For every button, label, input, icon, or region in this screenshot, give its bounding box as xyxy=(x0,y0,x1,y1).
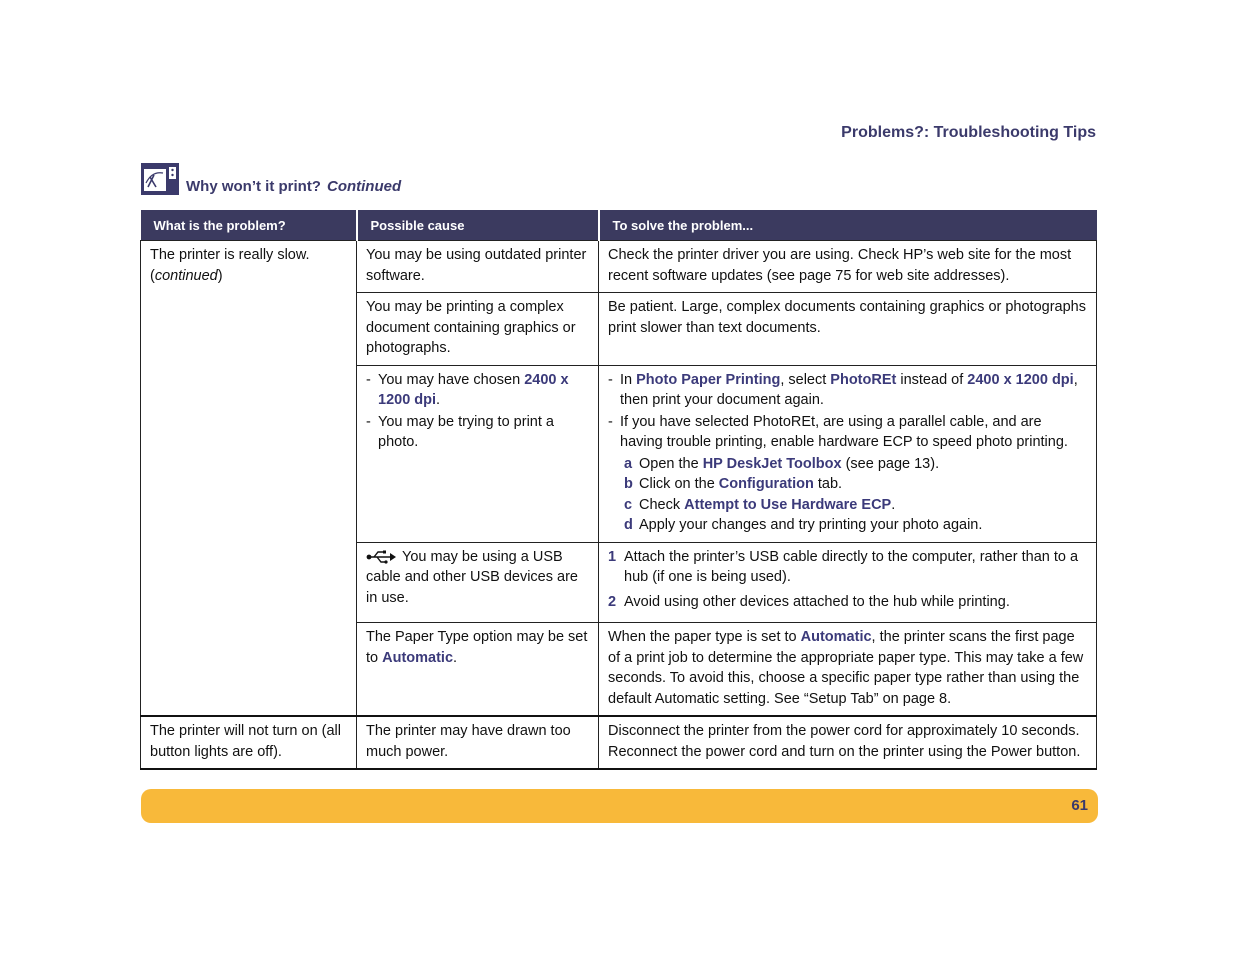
photo-paper-printing-link[interactable]: Photo Paper Printing xyxy=(636,371,781,388)
bullet-text: instead of xyxy=(896,371,968,388)
table-row xyxy=(141,241,1097,293)
page-number: 61 xyxy=(1071,797,1088,814)
dpi-link[interactable]: 2400 x 1200 dpi xyxy=(378,371,569,408)
solution-text: When the paper type is set to xyxy=(608,629,801,645)
col-header-solution: To solve the problem... xyxy=(599,210,1097,241)
dpi-link[interactable]: 2400 x 1200 dpi xyxy=(967,371,1074,388)
toolbox-link[interactable]: HP DeskJet Toolbox xyxy=(702,455,842,472)
step-text: Apply your changes and try printing your photo again. xyxy=(639,517,983,533)
paren-close: ) xyxy=(217,267,223,284)
cause-cell xyxy=(357,365,599,542)
step-2 xyxy=(608,592,1087,613)
cause-cell xyxy=(357,542,599,623)
step-text: Avoid using other devices attached to the hub while printing. xyxy=(624,593,1010,610)
step-number: 1 xyxy=(608,548,617,565)
cause-text-end: . xyxy=(453,649,458,666)
bullet-text: , select xyxy=(780,371,831,388)
step-letter: c xyxy=(624,496,633,513)
step-text: . xyxy=(891,496,896,513)
step-b xyxy=(624,474,1087,495)
bullet-text: You may have chosen xyxy=(378,371,525,388)
step-text: tab. xyxy=(813,476,843,492)
solution-cell xyxy=(599,542,1097,623)
step-text: Open the xyxy=(639,455,703,472)
configuration-link[interactable]: Configuration xyxy=(718,476,814,492)
printer-help-icon xyxy=(141,163,179,195)
paren-open: ( xyxy=(150,267,155,284)
step-letter: b xyxy=(624,476,633,492)
step-number: 2 xyxy=(608,593,617,610)
step-letter: d xyxy=(624,517,633,533)
solution-bullet xyxy=(608,370,1087,411)
problem-power: The printer will not turn on (all button lights are off). xyxy=(141,716,357,769)
hardware-ecp-link[interactable]: Attempt to Use Hardware ECP xyxy=(684,496,892,513)
cause-cell: The printer may have drawn too much power. xyxy=(357,716,599,769)
section-continued: Continued xyxy=(326,178,402,195)
solution-cell: Check the printer driver you are using. Check HP’s web site for the most recent software updates (see page 75 for web site addresses). xyxy=(599,241,1097,293)
step-letter: a xyxy=(624,455,633,472)
automatic-link[interactable]: Automatic xyxy=(382,649,454,666)
cause-text: You may be using a USB cable and other USB devices are in use. xyxy=(366,548,578,606)
problem-slow xyxy=(141,241,357,717)
cause-bullet xyxy=(366,370,589,411)
table-header-row xyxy=(141,210,1097,241)
step-text: (see page 13). xyxy=(841,455,940,472)
step-c xyxy=(624,495,1087,516)
solution-cell xyxy=(599,365,1097,542)
solution-cell: Disconnect the printer from the power cord for approximately 10 seconds. Reconnect the power cord and turn on the printer using the Power button. xyxy=(599,716,1097,769)
usb-icon xyxy=(366,550,396,564)
running-header: Problems?: Troubleshooting Tips xyxy=(841,124,1096,141)
cause-cell: You may be using outdated printer software. xyxy=(357,241,599,293)
bullet-text-end: . xyxy=(436,392,441,408)
photoret-link[interactable]: PhotoREt xyxy=(830,371,897,388)
step-a xyxy=(624,454,1087,475)
col-header-problem: What is the problem? xyxy=(141,210,357,241)
section-title-text: Why won’t it print? xyxy=(186,178,321,195)
troubleshooting-table xyxy=(140,210,1097,770)
footer-bar xyxy=(141,789,1098,823)
automatic-link[interactable]: Automatic xyxy=(800,629,872,645)
cause-text: The Paper Type option may be set to xyxy=(366,629,588,666)
step-text: Attach the printer’s USB cable directly to the computer, rather than to a hub (if one is being used). xyxy=(624,548,1079,585)
table-row xyxy=(141,716,1097,769)
col-header-cause: Possible cause xyxy=(357,210,599,241)
solution-cell: Be patient. Large, complex documents containing graphics or photographs print slower than text documents. xyxy=(599,293,1097,366)
solution-text: , the printer scans the first page of a print job to determine the appropriate paper type. This may take a few seconds. To avoid this, choose a specific paper type rather than using the default Automatic setting. See “Setup Tab” on page 8. xyxy=(608,629,1084,707)
section-title xyxy=(186,178,401,195)
solution-cell xyxy=(599,623,1097,717)
step-text: Check xyxy=(639,496,685,513)
continued-note: continued xyxy=(154,267,218,284)
cause-cell xyxy=(357,623,599,717)
cause-bullet: - You may be trying to print a photo. xyxy=(366,412,589,453)
step-1 xyxy=(608,547,1087,588)
step-text: Click on the xyxy=(639,476,719,492)
step-d xyxy=(624,515,1087,536)
solution-bullet: - If you have selected PhotoREt, are using a parallel cable, and are having trouble printing, enable hardware ECP to speed photo printing. xyxy=(608,412,1087,453)
problem-text: The printer is really slow. xyxy=(150,247,310,263)
bullet-text: , then print your document again. xyxy=(620,371,1078,408)
cause-cell: You may be printing a complex document containing graphics or photographs. xyxy=(357,293,599,366)
bullet-text: In xyxy=(620,371,637,388)
